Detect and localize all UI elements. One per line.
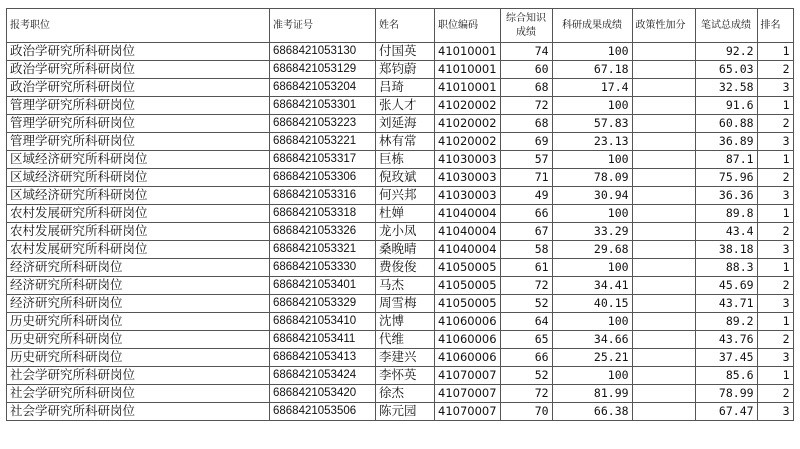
cell-code: 41070007 xyxy=(435,403,501,421)
cell-name: 何兴邦 xyxy=(376,187,435,205)
cell-name: 桑晚晴 xyxy=(376,241,435,259)
cell-policy xyxy=(632,349,695,367)
cell-knowledge: 61 xyxy=(500,259,552,277)
cell-policy xyxy=(632,295,695,313)
cell-rank: 2 xyxy=(757,331,793,349)
table-row xyxy=(7,313,794,331)
cell-position: 社会学研究所科研岗位 xyxy=(7,403,270,421)
cell-total: 36.89 xyxy=(695,133,757,151)
cell-name: 巨栋 xyxy=(376,151,435,169)
cell-policy xyxy=(632,43,695,61)
cell-total: 36.36 xyxy=(695,187,757,205)
cell-name: 费俊俊 xyxy=(376,259,435,277)
cell-rank: 3 xyxy=(757,295,793,313)
cell-knowledge: 69 xyxy=(500,133,552,151)
cell-exam-id: 6868421053410 xyxy=(270,313,376,331)
cell-exam-id: 6868421053221 xyxy=(270,133,376,151)
cell-exam-id: 6868421053301 xyxy=(270,97,376,115)
cell-research: 33.29 xyxy=(552,223,632,241)
header-exam-id: 准考证号 xyxy=(270,9,376,43)
cell-policy xyxy=(632,403,695,421)
header-rank: 排名 xyxy=(757,9,793,43)
cell-code: 41060006 xyxy=(435,313,501,331)
cell-name: 龙小凤 xyxy=(376,223,435,241)
cell-total: 43.71 xyxy=(695,295,757,313)
cell-exam-id: 6868421053129 xyxy=(270,61,376,79)
cell-knowledge: 60 xyxy=(500,61,552,79)
cell-code: 41020002 xyxy=(435,133,501,151)
cell-exam-id: 6868421053318 xyxy=(270,205,376,223)
cell-rank: 1 xyxy=(757,43,793,61)
table-row xyxy=(7,151,794,169)
cell-name: 吕琦 xyxy=(376,79,435,97)
cell-policy xyxy=(632,313,695,331)
cell-knowledge: 74 xyxy=(500,43,552,61)
cell-research: 40.15 xyxy=(552,295,632,313)
score-table xyxy=(6,8,794,421)
cell-code: 41070007 xyxy=(435,367,501,385)
cell-exam-id: 6868421053506 xyxy=(270,403,376,421)
cell-policy xyxy=(632,151,695,169)
cell-code: 41010001 xyxy=(435,61,501,79)
table-row xyxy=(7,79,794,97)
cell-code: 41040004 xyxy=(435,223,501,241)
cell-position: 农村发展研究所科研岗位 xyxy=(7,223,270,241)
cell-name: 刘延海 xyxy=(376,115,435,133)
table-body xyxy=(7,43,794,421)
cell-policy xyxy=(632,331,695,349)
cell-exam-id: 6868421053321 xyxy=(270,241,376,259)
header-research: 科研成果成绩 xyxy=(552,9,632,43)
cell-total: 87.1 xyxy=(695,151,757,169)
cell-research: 57.83 xyxy=(552,115,632,133)
cell-rank: 2 xyxy=(757,385,793,403)
cell-rank: 3 xyxy=(757,241,793,259)
cell-policy xyxy=(632,367,695,385)
cell-code: 41030003 xyxy=(435,169,501,187)
cell-position: 经济研究所科研岗位 xyxy=(7,295,270,313)
cell-research: 30.94 xyxy=(552,187,632,205)
cell-rank: 1 xyxy=(757,205,793,223)
cell-knowledge: 57 xyxy=(500,151,552,169)
cell-position: 社会学研究所科研岗位 xyxy=(7,385,270,403)
table-row xyxy=(7,169,794,187)
cell-name: 陈元园 xyxy=(376,403,435,421)
cell-policy xyxy=(632,223,695,241)
cell-position: 经济研究所科研岗位 xyxy=(7,277,270,295)
cell-name: 李建兴 xyxy=(376,349,435,367)
cell-rank: 2 xyxy=(757,277,793,295)
cell-exam-id: 6868421053306 xyxy=(270,169,376,187)
header-name: 姓名 xyxy=(376,9,435,43)
cell-exam-id: 6868421053326 xyxy=(270,223,376,241)
cell-research: 100 xyxy=(552,43,632,61)
cell-exam-id: 6868421053223 xyxy=(270,115,376,133)
header-total: 笔试总成绩 xyxy=(695,9,757,43)
cell-rank: 3 xyxy=(757,187,793,205)
cell-rank: 2 xyxy=(757,223,793,241)
cell-exam-id: 6868421053316 xyxy=(270,187,376,205)
cell-position: 历史研究所科研岗位 xyxy=(7,331,270,349)
table-row xyxy=(7,385,794,403)
cell-exam-id: 6868421053411 xyxy=(270,331,376,349)
cell-code: 41060006 xyxy=(435,349,501,367)
cell-policy xyxy=(632,241,695,259)
table-row xyxy=(7,295,794,313)
cell-total: 75.96 xyxy=(695,169,757,187)
cell-policy xyxy=(632,79,695,97)
cell-knowledge: 66 xyxy=(500,205,552,223)
header-policy: 政策性加分 xyxy=(632,9,695,43)
cell-position: 管理学研究所科研岗位 xyxy=(7,97,270,115)
cell-policy xyxy=(632,259,695,277)
cell-research: 78.09 xyxy=(552,169,632,187)
cell-total: 43.76 xyxy=(695,331,757,349)
cell-policy xyxy=(632,169,695,187)
cell-knowledge: 72 xyxy=(500,97,552,115)
cell-knowledge: 70 xyxy=(500,403,552,421)
cell-knowledge: 49 xyxy=(500,187,552,205)
cell-exam-id: 6868421053330 xyxy=(270,259,376,277)
table-row xyxy=(7,97,794,115)
cell-policy xyxy=(632,385,695,403)
cell-name: 林有常 xyxy=(376,133,435,151)
cell-total: 32.58 xyxy=(695,79,757,97)
header-code: 职位编码 xyxy=(435,9,501,43)
cell-name: 郑钧蔚 xyxy=(376,61,435,79)
table-row xyxy=(7,259,794,277)
cell-policy xyxy=(632,187,695,205)
cell-code: 41050005 xyxy=(435,295,501,313)
table-row xyxy=(7,367,794,385)
cell-knowledge: 67 xyxy=(500,223,552,241)
cell-total: 37.45 xyxy=(695,349,757,367)
cell-code: 41010001 xyxy=(435,79,501,97)
cell-total: 60.88 xyxy=(695,115,757,133)
cell-total: 67.47 xyxy=(695,403,757,421)
cell-knowledge: 52 xyxy=(500,367,552,385)
table-row xyxy=(7,223,794,241)
cell-policy xyxy=(632,133,695,151)
cell-research: 100 xyxy=(552,205,632,223)
cell-research: 17.4 xyxy=(552,79,632,97)
cell-position: 政治学研究所科研岗位 xyxy=(7,43,270,61)
cell-name: 倪玫斌 xyxy=(376,169,435,187)
cell-total: 65.03 xyxy=(695,61,757,79)
cell-position: 管理学研究所科研岗位 xyxy=(7,115,270,133)
cell-code: 41070007 xyxy=(435,385,501,403)
cell-rank: 2 xyxy=(757,169,793,187)
cell-total: 91.6 xyxy=(695,97,757,115)
cell-research: 100 xyxy=(552,367,632,385)
cell-research: 25.21 xyxy=(552,349,632,367)
cell-total: 78.99 xyxy=(695,385,757,403)
table-row xyxy=(7,205,794,223)
cell-total: 89.2 xyxy=(695,313,757,331)
cell-rank: 3 xyxy=(757,403,793,421)
cell-rank: 3 xyxy=(757,349,793,367)
cell-research: 100 xyxy=(552,97,632,115)
cell-policy xyxy=(632,61,695,79)
cell-rank: 3 xyxy=(757,79,793,97)
cell-code: 41040004 xyxy=(435,241,501,259)
cell-name: 李怀英 xyxy=(376,367,435,385)
table-row xyxy=(7,241,794,259)
cell-rank: 1 xyxy=(757,313,793,331)
cell-name: 徐杰 xyxy=(376,385,435,403)
cell-name: 马杰 xyxy=(376,277,435,295)
table-row xyxy=(7,349,794,367)
cell-exam-id: 6868421053424 xyxy=(270,367,376,385)
cell-name: 代维 xyxy=(376,331,435,349)
cell-knowledge: 66 xyxy=(500,349,552,367)
cell-total: 92.2 xyxy=(695,43,757,61)
cell-exam-id: 6868421053413 xyxy=(270,349,376,367)
table-row xyxy=(7,403,794,421)
cell-position: 农村发展研究所科研岗位 xyxy=(7,205,270,223)
cell-code: 41050005 xyxy=(435,277,501,295)
cell-exam-id: 6868421053204 xyxy=(270,79,376,97)
cell-code: 41020002 xyxy=(435,115,501,133)
cell-rank: 2 xyxy=(757,115,793,133)
table-row xyxy=(7,187,794,205)
cell-research: 81.99 xyxy=(552,385,632,403)
cell-research: 100 xyxy=(552,151,632,169)
cell-exam-id: 6868421053329 xyxy=(270,295,376,313)
cell-exam-id: 6868421053130 xyxy=(270,43,376,61)
table-row xyxy=(7,133,794,151)
cell-exam-id: 6868421053420 xyxy=(270,385,376,403)
cell-policy xyxy=(632,97,695,115)
cell-position: 政治学研究所科研岗位 xyxy=(7,61,270,79)
cell-position: 历史研究所科研岗位 xyxy=(7,349,270,367)
cell-position: 历史研究所科研岗位 xyxy=(7,313,270,331)
cell-position: 经济研究所科研岗位 xyxy=(7,259,270,277)
cell-total: 45.69 xyxy=(695,277,757,295)
cell-research: 34.41 xyxy=(552,277,632,295)
cell-research: 100 xyxy=(552,313,632,331)
table-row xyxy=(7,115,794,133)
cell-rank: 2 xyxy=(757,61,793,79)
cell-research: 67.18 xyxy=(552,61,632,79)
cell-position: 社会学研究所科研岗位 xyxy=(7,367,270,385)
cell-name: 沈博 xyxy=(376,313,435,331)
cell-position: 政治学研究所科研岗位 xyxy=(7,79,270,97)
cell-code: 41040004 xyxy=(435,205,501,223)
cell-position: 管理学研究所科研岗位 xyxy=(7,133,270,151)
cell-knowledge: 64 xyxy=(500,313,552,331)
table-row xyxy=(7,43,794,61)
cell-research: 34.66 xyxy=(552,331,632,349)
cell-total: 88.3 xyxy=(695,259,757,277)
cell-research: 23.13 xyxy=(552,133,632,151)
cell-code: 41030003 xyxy=(435,187,501,205)
cell-code: 41030003 xyxy=(435,151,501,169)
cell-knowledge: 71 xyxy=(500,169,552,187)
cell-research: 100 xyxy=(552,259,632,277)
cell-total: 85.6 xyxy=(695,367,757,385)
cell-research: 66.38 xyxy=(552,403,632,421)
cell-knowledge: 65 xyxy=(500,331,552,349)
cell-position: 区域经济研究所科研岗位 xyxy=(7,151,270,169)
cell-rank: 1 xyxy=(757,367,793,385)
cell-knowledge: 68 xyxy=(500,115,552,133)
cell-knowledge: 68 xyxy=(500,79,552,97)
cell-total: 43.4 xyxy=(695,223,757,241)
cell-rank: 1 xyxy=(757,97,793,115)
table-row xyxy=(7,331,794,349)
cell-position: 区域经济研究所科研岗位 xyxy=(7,169,270,187)
cell-position: 农村发展研究所科研岗位 xyxy=(7,241,270,259)
table-row xyxy=(7,61,794,79)
cell-knowledge: 72 xyxy=(500,277,552,295)
cell-name: 杜婵 xyxy=(376,205,435,223)
header-position: 报考职位 xyxy=(7,9,270,43)
cell-total: 38.18 xyxy=(695,241,757,259)
cell-position: 区域经济研究所科研岗位 xyxy=(7,187,270,205)
cell-knowledge: 72 xyxy=(500,385,552,403)
cell-name: 付国英 xyxy=(376,43,435,61)
cell-rank: 1 xyxy=(757,259,793,277)
cell-total: 89.8 xyxy=(695,205,757,223)
cell-rank: 1 xyxy=(757,151,793,169)
table-row xyxy=(7,277,794,295)
cell-policy xyxy=(632,277,695,295)
cell-name: 周雪梅 xyxy=(376,295,435,313)
cell-exam-id: 6868421053317 xyxy=(270,151,376,169)
cell-code: 41020002 xyxy=(435,97,501,115)
table-header xyxy=(7,9,794,43)
cell-exam-id: 6868421053401 xyxy=(270,277,376,295)
cell-knowledge: 58 xyxy=(500,241,552,259)
cell-research: 29.68 xyxy=(552,241,632,259)
cell-rank: 3 xyxy=(757,133,793,151)
cell-name: 张人才 xyxy=(376,97,435,115)
cell-code: 41060006 xyxy=(435,331,501,349)
cell-knowledge: 52 xyxy=(500,295,552,313)
cell-policy xyxy=(632,205,695,223)
cell-code: 41010001 xyxy=(435,43,501,61)
header-knowledge: 综合知识成绩 xyxy=(500,9,552,43)
cell-code: 41050005 xyxy=(435,259,501,277)
cell-policy xyxy=(632,115,695,133)
